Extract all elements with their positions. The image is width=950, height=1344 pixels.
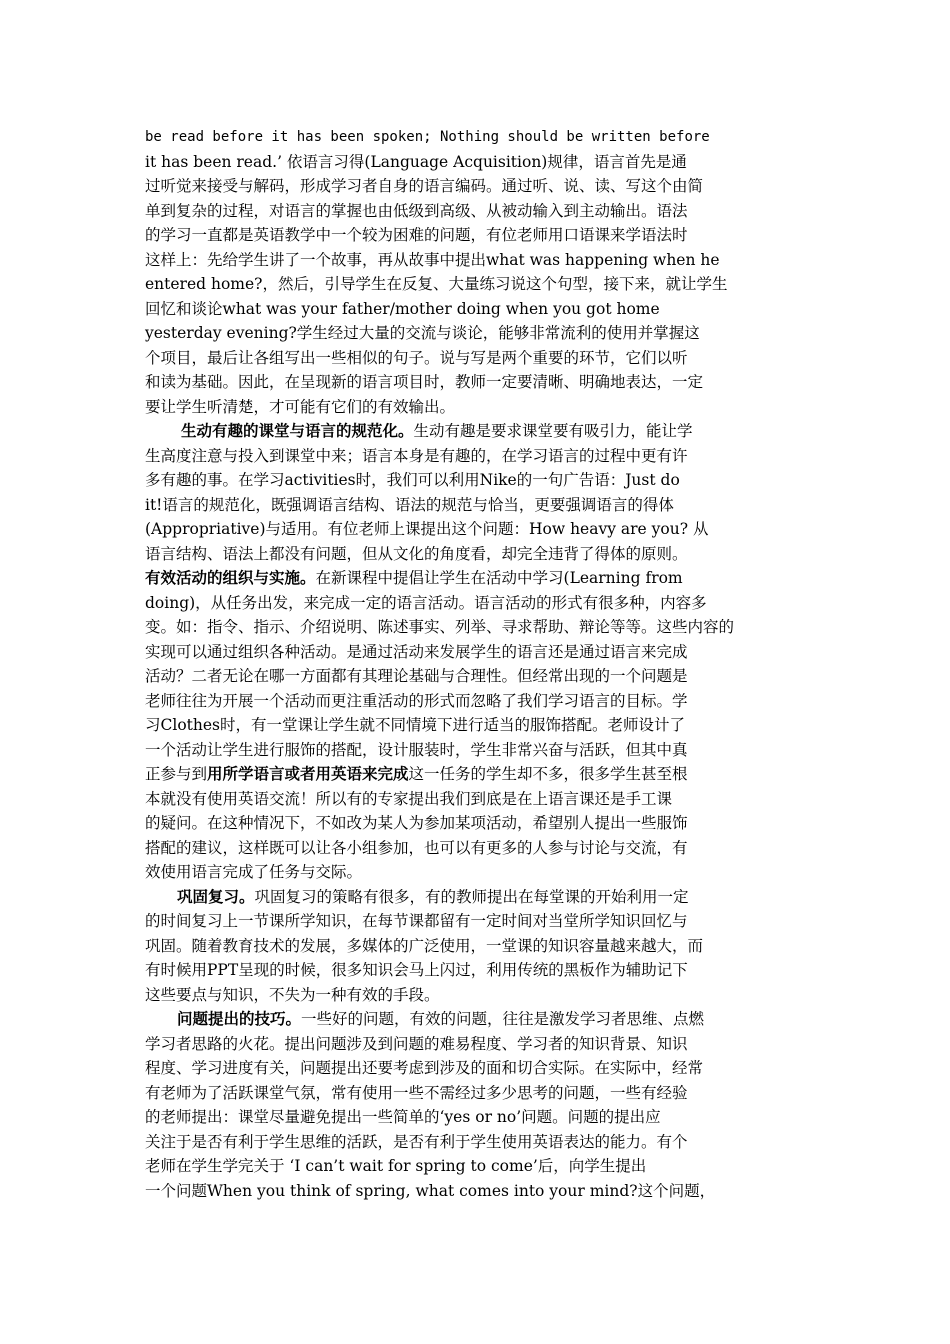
text-line: 要让学生听清楚，才可能有它们的有效输出。 <box>145 397 456 416</box>
text-line: 程度、学习进度有关，问题提出还要考虑到涉及的面和切合实际。在实际中，经常 <box>145 1059 704 1077</box>
section-heading: 问题提出的技巧。 <box>177 1009 302 1028</box>
text-line: 学习者思路的火花。提出问题涉及到问题的难易程度、学习者的知识背景、知识 <box>145 1034 688 1053</box>
paragraph-4 <box>145 885 810 1008</box>
document-body <box>145 125 810 1203</box>
text-line: entered home?，然后，引导学生在反复、大量练习说这个句型，接下来，就让学生 <box>145 275 728 293</box>
text-line: it!语言的规范化，既强调语言结构、语法的规范与恰当，更要强调语言的得体 <box>145 495 674 514</box>
emphasized-text: 用所学语言或者用英语来完成 <box>207 764 409 783</box>
paragraph-first-line <box>145 566 810 591</box>
text-line: 有老师为了活跃课堂气氛，常有使用一些不需经过多少思考的问题，一些有经验 <box>145 1083 688 1102</box>
text-line: 回忆和谈论what was your father/mother doing when you got home <box>145 299 660 318</box>
text-run: 一些好的问题，有效的问题，往往是激发学习者思维、点燃 <box>301 1010 705 1028</box>
text-line: 的老师提出：课堂尽量避免提出一些简单的‘yes or no’问题。问题的提出应 <box>145 1108 661 1126</box>
text-line: 本就没有使用英语交流！所以有的专家提出我们到底是在上语言课还是手工课 <box>145 789 673 808</box>
text-line: 实现可以通过组织各种活动。是通过活动来发展学生的语言还是通过语言来完成 <box>145 642 688 661</box>
text-line: 活动？二者无论在哪一方面都有其理论基础与合理性。但经常出现的一个问题是 <box>145 667 688 685</box>
text-line: 和读为基础。因此，在呈现新的语言项目时，教师一定要清晰、明确地表达，一定 <box>145 373 704 391</box>
paragraph-1 <box>145 125 810 419</box>
text-line: 搭配的建议，这样既可以让各小组参加，也可以有更多的人参与讨论与交流，有 <box>145 838 688 857</box>
text-line: 的时间复习上一节课所学知识，在每节课都留有一定时间对当堂所学知识回忆与 <box>145 912 688 930</box>
text-run: 正参与到 <box>145 765 208 783</box>
text-line: 生高度注意与投入到课堂中来；语言本身是有趣的，在学习语言的过程中更有许 <box>145 446 688 465</box>
text-line: 变。如：指令、指示、介绍说明、陈述事实、列举、寻求帮助、辩论等等。这些内容的 <box>145 618 735 636</box>
text-run: 生动有趣是要求课堂要有吸引力，能让学 <box>413 422 693 440</box>
text-line: 的疑问。在这种情况下，不如改为某人为参加某项活动，希望别人提出一些服饰 <box>145 814 688 832</box>
text-line: 老师往往为开展一个活动而更注重活动的形式而忽略了我们学习语言的目标。学 <box>145 691 688 710</box>
text-line: 一个活动让学生进行服饰的搭配，设计服装时，学生非常兴奋与活跃，但其中真 <box>145 740 688 759</box>
text-line: 语言结构、语法上都没有问题，但从文化的角度看，却完全违背了得体的原则。 <box>145 544 688 563</box>
text-line: 的学习一直都是英语教学中一个较为困难的问题，有位老师用口语课来学语法时 <box>145 226 688 244</box>
text-line: 效使用语言完成了任务与交际。 <box>145 863 363 881</box>
text-line: 这样上：先给学生讲了一个故事，再从故事中提出what was happening when he <box>145 250 720 269</box>
text-line: yesterday evening?学生经过大量的交流与谈论，能够非常流利的使用并掌握这 <box>145 324 700 342</box>
text-run: 这一任务的学生却不多，很多学生甚至根 <box>408 765 688 783</box>
paragraph-first-line <box>145 885 810 910</box>
text-line: be read before it has been spoken; Nothing should be written before <box>145 129 710 145</box>
text-line: 老师在学生学完关于 ‘I can’t wait for spring to come’后，向学生提出 <box>145 1157 647 1175</box>
text-line: 习Clothes时，有一堂课让学生就不同情境下进行适当的服饰搭配。老师设计了 <box>145 716 685 734</box>
section-heading: 生动有趣的课堂与语言的规范化。 <box>181 421 414 440</box>
text-line: 单到复杂的过程，对语言的掌握也由低级到高级、从被动输入到主动输出。语法 <box>145 201 688 220</box>
text-line: (Appropriative)与适用。有位老师上课提出这个问题：How heavy are you? 从 <box>145 520 709 538</box>
text-line: 关注于是否有利于学生思维的活跃，是否有利于学生使用英语表达的能力。有个 <box>145 1132 688 1151</box>
section-heading: 有效活动的组织与实施。 <box>145 568 316 587</box>
paragraph-2 <box>145 419 810 566</box>
text-line: doing)，从任务出发，来完成一定的语言活动。语言活动的形式有很多种，内容多 <box>145 593 707 612</box>
paragraph-3 <box>145 566 810 885</box>
paragraph-first-line <box>145 1007 810 1032</box>
text-run: 在新课程中提倡让学生在活动中学习(Learning from <box>315 569 683 587</box>
text-line: 一个问题When you think of spring, what comes into your mind?这个问题， <box>145 1181 716 1200</box>
section-heading: 巩固复习。 <box>177 886 255 906</box>
text-line: 这些要点与知识，不失为一种有效的手段。 <box>145 985 440 1004</box>
text-line: 过听觉来接受与解码，形成学习者自身的语言编码。通过听、说、读、写这个由简 <box>145 177 704 195</box>
text-run: 巩固复习的策略有很多，有的教师提出在每堂课的开始利用一定 <box>254 887 689 906</box>
text-line-emphasis <box>145 762 810 787</box>
text-line: 个项目，最后让各组写出一些相似的句子。说与写是两个重要的环节，它们以听 <box>145 348 688 367</box>
text-line: 多有趣的事。在学习activities时，我们可以利用Nike的一句广告语：Just do <box>145 471 680 489</box>
text-line: 有时候用PPT呈现的时候，很多知识会马上闪过，利用传统的黑板作为辅助记下 <box>145 961 688 979</box>
paragraph-5 <box>145 1007 810 1203</box>
text-line: 巩固。随着教育技术的发展，多媒体的广泛使用，一堂课的知识容量越来越大，而 <box>145 936 704 955</box>
text-line: it has been read.’ 依语言习得(Language Acquisition)规律，语言首先是通 <box>145 152 687 171</box>
paragraph-first-line <box>145 419 810 444</box>
